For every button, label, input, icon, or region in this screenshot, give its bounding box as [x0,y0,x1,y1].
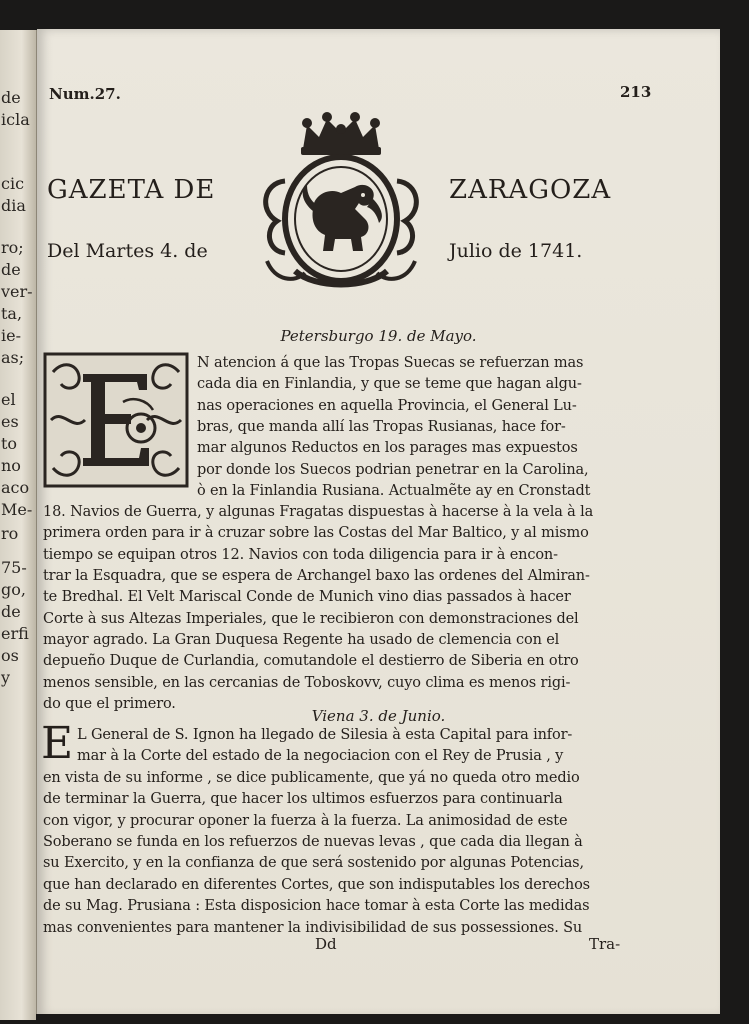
article-line: por donde los Suecos podrian penetrar en la Carolina, [197,462,589,478]
initial-capital-e: E [41,718,74,769]
article-line: primera orden para ir à cruzar sobre las Costas del Mar Baltico, y al mismo [43,525,589,541]
page-number: 213 [620,83,652,101]
issue-number: Num.27. [49,85,121,103]
article-line: su Exercito, y en la confianza de que será sostenido por algunas Potencias, [43,855,584,871]
previous-page-fragment: ie- [1,326,21,345]
previous-page-fragment: de [1,602,21,621]
masthead-title-left: GAZETA DE [47,175,216,205]
previous-page-fragment: ro [1,524,19,543]
article-line: N atencion á que las Tropas Suecas se refuerzan mas [197,355,584,371]
issue-date-left: Del Martes 4. de [47,240,208,262]
article-line: depueño Duque de Curlandia, comutandole el destierro de Siberia en otro [43,653,579,669]
article-line: con vigor, y procurar oponer la fuerza à la fuerza. La animosidad de este [43,813,568,829]
article-line: Corte à sus Altezas Imperiales, que le recibieron con demonstraciones del [43,611,579,627]
article-line: te Bredhal. El Velt Mariscal Conde de Munich vino dias passados à hacer [43,589,571,605]
previous-page-fragment: ro; [1,238,24,257]
article-line: de terminar la Guerra, que hacer los ultimos esfuerzos para continuarla [43,791,563,807]
article-line: en vista de su informe , se dice publicamente, que yá no queda otro medio [43,770,580,786]
previous-page-fragment: cic [1,174,25,193]
previous-page-fragment: Me- [1,500,33,519]
article-line: mayor agrado. La Gran Duquesa Regente ha usado de clemencia con el [43,632,560,648]
article-line: L General de S. Ignon ha llegado de Silesia à esta Capital para infor- [77,727,573,743]
previous-page-fragment: y [1,668,11,687]
article-heading-viena: Viena 3. de Junio. [311,707,446,725]
issue-date-right: Julio de 1741. [449,240,583,262]
article-line: de su Mag. Prusiana : Esta disposicion hace tomar à esta Corte las medidas [43,898,590,914]
previous-page-fragment: ta, [1,304,23,323]
crowned-lion-coat-of-arms-icon [255,111,427,291]
article-line: nas operaciones en aquella Provincia, el General Lu- [197,398,577,414]
article-line: mar à la Corte del estado de la negociacion con el Rey de Prusia , y [77,748,564,764]
article-line: do que el primero. [43,696,176,712]
previous-page-edge [0,30,37,1020]
article-line: bras, que manda allí las Tropas Rusianas, hace for- [197,419,566,435]
previous-page-fragment: el [1,390,16,409]
article-line: ò en la Finlandia Rusiana. Actualmẽte ay en Cronstadt [197,483,591,499]
article-line: 18. Navios de Guerra, y algunas Fragatas dispuestas à hacerse à la vela à la [43,504,594,520]
article-line: menos sensible, en las cercanias de Toboskovv, cuyo clima es menos rigi- [43,675,571,691]
previous-page-fragment: ver- [1,282,33,301]
catchword: Tra- [589,935,621,953]
scan-bottom-edge [36,1014,736,1024]
previous-page-fragment: dia [1,196,26,215]
previous-page-fragment: to [1,434,18,453]
previous-page-fragment: 75- [1,558,27,577]
article-line: trar la Esquadra, que se espera de Archangel baxo las ordenes del Almiran- [43,568,590,584]
article-line: cada dia en Finlandia, y que se teme que hagan algu- [197,376,582,392]
previous-page-fragment: no [1,456,21,475]
previous-page-fragment: as; [1,348,25,367]
previous-page-fragment: aco [1,478,30,497]
decorated-initial-e-icon [43,352,189,488]
article-heading-petersburgo: Petersburgo 19. de Mayo. [280,327,477,345]
article-line: que han declarado en diferentes Cortes, que son indisputables los derechos [43,877,590,893]
gazette-page [37,29,720,1017]
article-line: tiempo se equipan otros 12. Navios con toda diligencia para ir à encon- [43,547,558,563]
previous-page-fragment: os [1,646,19,665]
previous-page-fragment: de [1,88,21,107]
previous-page-fragment: es [1,412,19,431]
article-line: mar algunos Reductos en los parages mas expuestos [197,440,578,456]
previous-page-fragment: go, [1,580,26,599]
previous-page-fragment: icla [1,110,30,129]
signature-mark: Dd [315,935,337,953]
article-line: Soberano se funda en los refuerzos de nuevas levas , que cada dia llegan à [43,834,583,850]
article-line: mas convenientes para mantener la indivisibilidad de sus possessiones. Su [43,920,583,936]
previous-page-fragment: de [1,260,21,279]
previous-page-fragment: erfi [1,624,29,643]
masthead-title-right: ZARAGOZA [449,175,612,205]
